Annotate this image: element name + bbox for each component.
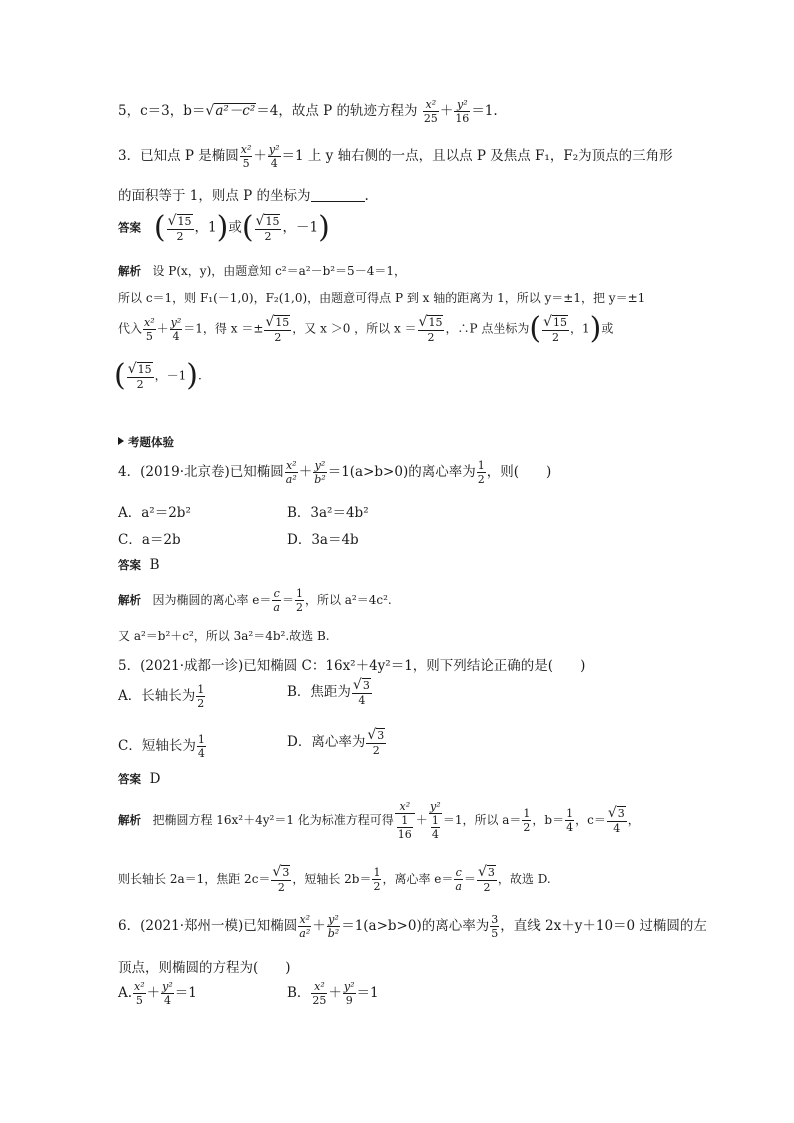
solution-3-line2: 所以 c＝1，则 F₁(－1,0)，F₂(1,0)，由题意可得点 P 到 x 轴的距离为 1，所以 y＝±1，把 y＝±1 [118, 291, 646, 305]
solution-5-line2: 则长轴长 2a＝1，焦距 2c＝ $\frac{√3}{2}$ ，短轴长 2b＝ $\frac{1}{2}$ ，离心率 e＝ $\frac{c}{a}$ ＝ $\frac{√3}{2}$ ，故选 D. [118, 864, 551, 894]
answer-3: 答案 ( $\frac{√15}{2}$ ，1)或( $\frac{√15}{2}$ ，－1) [118, 210, 330, 245]
solution-4-line2: 又 a²＝b²＋c²，所以 3a²＝4b².故选 B. [118, 629, 330, 643]
question-3-cont: 的面积等于 1，则点 P 的坐标为 . [118, 188, 369, 204]
answer-4: 答案 B [118, 557, 160, 573]
section-header: 考题体验 [118, 434, 174, 450]
option-6b: B． $\frac{\text{x²}}{25}$ ＋ $\frac{\text{y²}}{9}$ ＝1 [287, 980, 379, 1007]
triangle-icon [118, 437, 124, 445]
solution-4-line1: 解析 因为椭圆的离心率 e＝ $\frac{c}{a}$ ＝ $\frac{1}{2}$ ，所以 a²＝4c². [118, 587, 392, 614]
answer-blank [311, 201, 365, 202]
question-5: 5．(2021·成都一诊)已知椭圆 C：16x²＋4y²＝1，则下列结论正确的是( ) [118, 658, 586, 674]
option-4a: A．a²＝2b² [118, 505, 191, 521]
option-5d: D．离心率为 $\frac{√3}{2}$ [287, 727, 385, 757]
option-4d: D．3a＝4b [287, 532, 359, 548]
solution-3-line3: 代入 $\frac{\text{x²}}{5}$ ＋ $\frac{\text{y²}}{4}$ ＝1，得 x ＝± $\frac{√15}{2}$ ，又 x ＞0 ，所以 x ＝ $\frac{√15}{2}$ ，∴P 点坐标为( $\frac{√15}{2}$ ，1)或 [118, 311, 614, 346]
question-3: 3．已知点 P 是椭圆 $\frac{\text{x²}}{5}$ ＋ $\frac{\text{y²}}{4}$ ＝1 上 y 轴右侧的一点，且以点 P 及焦点 F₁，F₂为顶点的三角形 [118, 143, 673, 170]
solution-5-line1: 解析 把椭圆方程 16x²＋4y²＝1 化为标准方程可得 $\frac{\text{x²}}{\frac{1}{16}}$ ＋ $\frac{\text{y²}}{\frac{1}{4}}$ ＝1，所以 a＝ $\frac{1}{2}$ ，b＝ $\frac{1}{4}$ ，c＝ $\frac{√3}{4}$ ， [118, 800, 640, 841]
solution-3-line4: ( $\frac{√15}{2}$ ，－1). [114, 358, 202, 393]
option-5c: C．短轴长为 $\frac{1}{4}$ [118, 733, 205, 760]
option-5a: A．长轴长为 $\frac{1}{2}$ [118, 683, 205, 710]
option-5b: B．焦距为 $\frac{√3}{4}$ [287, 677, 370, 707]
line-5-trajectory: 5，c＝3，b＝√a²－c²＝4，故点 P 的轨迹方程为 $\frac{\text{x²}}{25}$ ＋ $\frac{\text{y²}}{16}$ ＝1. [118, 98, 498, 125]
question-6-cont: 顶点，则椭圆的方程为( ) [118, 960, 291, 976]
option-4c: C．a＝2b [118, 532, 181, 548]
question-6: 6．(2021·郑州一模)已知椭圆 $\frac{\text{x²}}{\text{a²}}$ ＋ $\frac{\text{y²}}{\text{b²}}$ ＝1(a>b>0)的离心率为 $\frac{3}{5}$ ，直线 2x＋y＋10＝0 过椭圆的左 [118, 913, 707, 940]
question-4: 4．(2019·北京卷)已知椭圆 $\frac{\text{x²}}{\text{a²}}$ ＋ $\frac{\text{y²}}{\text{b²}}$ ＝1(a>b>0)的离心率为 $\frac{1}{2}$ ，则( ) [118, 459, 552, 486]
option-4b: B．3a²＝4b² [287, 505, 369, 521]
solution-3-line1: 解析 设 P(x，y)，由题意知 c²＝a²－b²＝5－4＝1， [118, 264, 406, 278]
answer-5: 答案 D [118, 771, 161, 787]
option-6a: A. $\frac{\text{x²}}{5}$ ＋ $\frac{\text{y²}}{4}$ ＝1 [118, 980, 197, 1007]
